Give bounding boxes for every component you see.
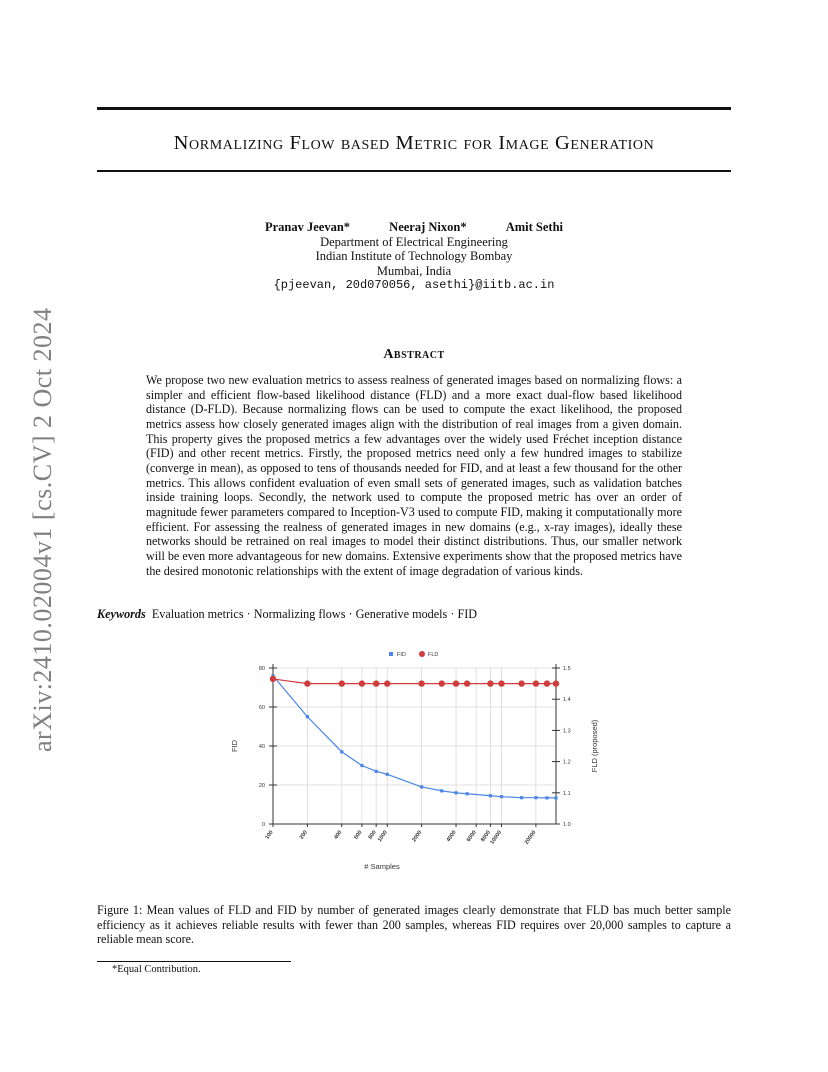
data-point-fid xyxy=(386,773,389,776)
footnote: *Equal Contribution. xyxy=(112,964,201,975)
x-tick-label: 8000 xyxy=(480,829,493,844)
data-point-fld xyxy=(359,680,365,686)
y-right-tick-label: 1.3 xyxy=(563,728,571,735)
data-point-fld xyxy=(384,680,390,686)
data-point-fld xyxy=(553,680,559,686)
data-point-fid xyxy=(340,750,343,753)
x-tick-label: 2000 xyxy=(411,829,424,844)
author-name: Pranav Jeevan* xyxy=(264,220,351,234)
x-tick-label: 4000 xyxy=(445,829,458,844)
y-left-tick-label: 40 xyxy=(258,744,265,750)
y-left-tick-label: 20 xyxy=(258,783,265,789)
data-point-fld xyxy=(464,680,470,686)
y-right-tick-label: 1.0 xyxy=(563,822,571,828)
data-point-fid xyxy=(360,764,363,767)
y-right-tick-label: 1.4 xyxy=(563,697,571,704)
author-name: Neeraj Nixon* xyxy=(389,220,467,234)
data-point-fld xyxy=(418,680,424,686)
abstract-heading: Abstract xyxy=(383,347,445,362)
data-point-fld xyxy=(453,680,459,686)
arxiv-identifier: arXiv:2410.02004v1 [cs.CV] 2 Oct 2024 xyxy=(28,307,57,752)
title-bottom-rule xyxy=(97,170,731,172)
y-right-axis-label: FLD (proposed) xyxy=(590,719,599,773)
keywords-line xyxy=(97,607,477,622)
author-institute: Indian Institute of Technology Bombay xyxy=(315,249,513,264)
data-point-fld xyxy=(498,680,504,686)
abstract-text: We propose two new evaluation metrics to assess realness of generated images based on normalizing flows: a simpler and efficient flow-based likelihood distance (FLD) and a more exact dual-flow based likelihood distance (D-FLD). Because normalizing flows can be used to compute the exact likelihood, the proposed metrics assess how closely generated images align with the distribution of real images from a given domain. This property gives the proposed metrics a few advantages over the widely used Fréchet inception distance (FID) and other recent metrics. Firstly, the proposed metrics need only a few hundred images to stabilize (converge in mean), as opposed to tens of thousands needed for FID, and at least a few thousand for the other metrics. This allows confident evaluation of even small sets of generated images, such as validation batches inside training loops. Secondly, the network used to compute the proposed metric has over an order of magnitude fewer parameters compared to Inception-V3 used to compute FID, making it computationally more efficient. For assessing the realness of generated images in new domains (e.g., x-ray images), ideally these networks should be retrained on real images to model their distinct distributions. Thus, our smaller network will be even more advantageous for new domains. Extensive experiments show that the proposed metrics have the desired monotonic relationships with the extent of image degradation of various kinds. xyxy=(146,373,682,578)
author-block xyxy=(97,220,731,293)
data-point-fld xyxy=(339,680,345,686)
data-point-fid xyxy=(545,796,548,799)
data-point-fid xyxy=(534,796,537,799)
x-tick-label: 10000 xyxy=(489,829,504,846)
series-line-fld xyxy=(273,679,556,684)
y-right-tick-label: 1.5 xyxy=(563,666,571,672)
x-axis-label: # Samples xyxy=(364,862,400,871)
x-tick-label: 1000 xyxy=(376,829,389,844)
x-tick-label: 20000 xyxy=(523,829,538,846)
fid-fld-chart xyxy=(225,642,625,877)
figure-caption: Figure 1: Mean values of FLD and FID by number of generated images clearly demonstrate that FLD bas much better sample efficiency as it achieves reliable results with fewer than 200 samples, whereas FID requires over 20,000 samples to capture a reliable mean score. xyxy=(97,903,731,947)
data-point-fld xyxy=(439,680,445,686)
x-tick-label: 200 xyxy=(298,829,310,841)
figure-1 xyxy=(225,642,625,877)
legend-marker-fld xyxy=(419,651,425,657)
data-point-fld xyxy=(270,676,276,682)
legend-label-fld: FLD xyxy=(428,652,439,658)
author-emails: {pjeevan, 20d070056, asethi}@iitb.ac.in xyxy=(273,278,555,293)
data-point-fid xyxy=(554,796,557,799)
y-left-tick-label: 80 xyxy=(258,666,265,672)
data-point-fid xyxy=(454,791,457,794)
title-top-rule xyxy=(97,107,731,110)
author-name: Amit Sethi xyxy=(505,220,564,234)
legend-label-fid: FID xyxy=(397,652,406,658)
data-point-fid xyxy=(520,796,523,799)
x-tick-label: 100 xyxy=(264,829,275,841)
keywords-label: Keywords xyxy=(97,607,146,621)
x-tick-label: 800 xyxy=(367,829,378,841)
x-tick-label: 600 xyxy=(353,829,364,841)
data-point-fid xyxy=(440,789,443,792)
data-point-fid xyxy=(306,715,309,718)
y-left-tick-label: 0 xyxy=(261,822,265,828)
data-point-fid xyxy=(375,770,378,773)
legend-marker-fid xyxy=(389,652,393,656)
paper-title: Normalizing Flow based Metric for Image Generation xyxy=(173,132,655,154)
footnote-rule xyxy=(97,961,291,962)
data-point-fid xyxy=(465,792,468,795)
author-department: Department of Electrical Engineering xyxy=(320,234,508,249)
y-left-tick-label: 60 xyxy=(258,705,265,711)
data-point-fld xyxy=(373,680,379,686)
author-location: Mumbai, India xyxy=(376,263,452,278)
data-point-fld xyxy=(518,680,524,686)
data-point-fld xyxy=(544,680,550,686)
y-left-axis-label: FID xyxy=(230,739,239,753)
author-names xyxy=(97,220,731,235)
data-point-fld xyxy=(533,680,539,686)
data-point-fid xyxy=(489,794,492,797)
data-point-fid xyxy=(420,785,423,788)
keywords-text: Evaluation metrics · Normalizing flows · Generative models · FID xyxy=(151,607,478,621)
y-right-tick-label: 1.2 xyxy=(563,759,571,766)
data-point-fld xyxy=(487,680,493,686)
x-tick-label: 400 xyxy=(333,829,344,841)
data-point-fld xyxy=(304,680,310,686)
y-right-tick-label: 1.1 xyxy=(563,790,571,797)
series-line-fid xyxy=(273,676,556,798)
x-tick-label: 6000 xyxy=(465,829,478,844)
data-point-fid xyxy=(500,795,503,798)
